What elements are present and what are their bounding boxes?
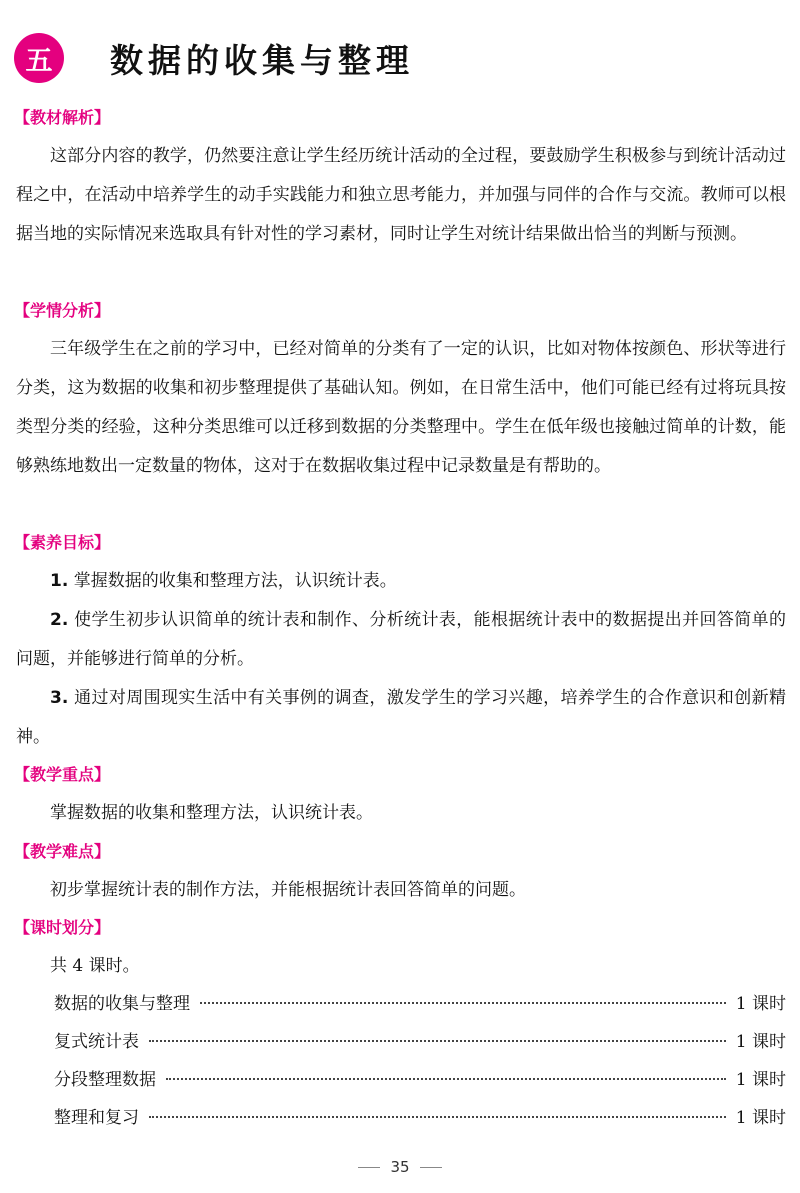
key-points-paragraph: 掌握数据的收集和整理方法，认识统计表。 bbox=[50, 803, 373, 823]
heading-key-points: 【教学重点】 bbox=[14, 765, 111, 784]
lesson-row bbox=[54, 1103, 786, 1133]
heading-analysis: 【教材解析】 bbox=[14, 108, 111, 127]
lesson-hours: 1 课时 bbox=[735, 994, 786, 1014]
lesson-name: 数据的收集与整理 bbox=[54, 994, 190, 1014]
footer-dash-left bbox=[358, 1167, 380, 1168]
goal-item-1 bbox=[16, 562, 786, 601]
goal-item-3 bbox=[16, 679, 786, 757]
page-footer bbox=[0, 1158, 800, 1176]
heading-difficulties: 【教学难点】 bbox=[14, 842, 111, 861]
heading-schedule: 【课时划分】 bbox=[14, 918, 111, 937]
lesson-hours: 1 课时 bbox=[735, 1070, 786, 1090]
goal-number: 3. bbox=[50, 688, 69, 708]
lesson-name: 复式统计表 bbox=[54, 1032, 139, 1052]
chapter-number-badge: 五 bbox=[14, 33, 64, 83]
dot-leader bbox=[166, 1078, 726, 1080]
goal-text: 掌握数据的收集和整理方法，认识统计表。 bbox=[73, 571, 397, 591]
lesson-row bbox=[54, 1027, 786, 1057]
dot-leader bbox=[149, 1040, 726, 1042]
lesson-name: 分段整理数据 bbox=[54, 1070, 156, 1090]
lesson-hours: 1 课时 bbox=[735, 1032, 786, 1052]
lesson-name: 整理和复习 bbox=[54, 1108, 139, 1128]
chapter-header bbox=[14, 28, 414, 88]
lesson-row bbox=[54, 989, 786, 1019]
lesson-hours: 1 课时 bbox=[735, 1108, 786, 1128]
goal-number: 2. bbox=[50, 610, 69, 630]
goal-text: 通过对周围现实生活中有关事例的调查，激发学生的学习兴趣，培养学生的合作意识和创新精神。 bbox=[16, 688, 786, 747]
schedule-total: 共 4 课时。 bbox=[50, 956, 140, 976]
heading-learner: 【学情分析】 bbox=[14, 301, 111, 320]
goal-item-2 bbox=[16, 601, 786, 679]
difficulties-paragraph: 初步掌握统计表的制作方法，并能根据统计表回答简单的问题。 bbox=[50, 880, 526, 900]
learner-paragraph: 三年级学生在之前的学习中，已经对简单的分类有了一定的认识，比如对物体按颜色、形状等进行分类，这为数据的收集和初步整理提供了基础认知。例如，在日常生活中，他们可能已经有过将玩具按类型分类的经验，这种分类思维可以迁移到数据的分类整理中。学生在低年级也接触过简单的计数，能够熟练地数出一定数量的物体，这对于在数据收集过程中记录数量是有帮助的。 bbox=[16, 339, 786, 476]
footer-dash-right bbox=[420, 1167, 442, 1168]
chapter-title: 数据的收集与整理 bbox=[110, 40, 414, 80]
goal-number: 1. bbox=[50, 571, 69, 591]
heading-goals: 【素养目标】 bbox=[14, 533, 111, 552]
lesson-row bbox=[54, 1065, 786, 1095]
page-number: 35 bbox=[390, 1158, 410, 1176]
goal-text: 使学生初步认识简单的统计表和制作、分析统计表，能根据统计表中的数据提出并回答简单的问题，并能够进行简单的分析。 bbox=[16, 610, 786, 669]
dot-leader bbox=[149, 1116, 726, 1118]
dot-leader bbox=[200, 1002, 726, 1004]
analysis-paragraph: 这部分内容的教学，仍然要注意让学生经历统计活动的全过程，要鼓励学生积极参与到统计活动过程之中，在活动中培养学生的动手实践能力和独立思考能力，并加强与同伴的合作与交流。教师可以根据当地的实际情况来选取具有针对性的学习素材，同时让学生对统计结果做出恰当的判断与预测。 bbox=[16, 146, 786, 244]
